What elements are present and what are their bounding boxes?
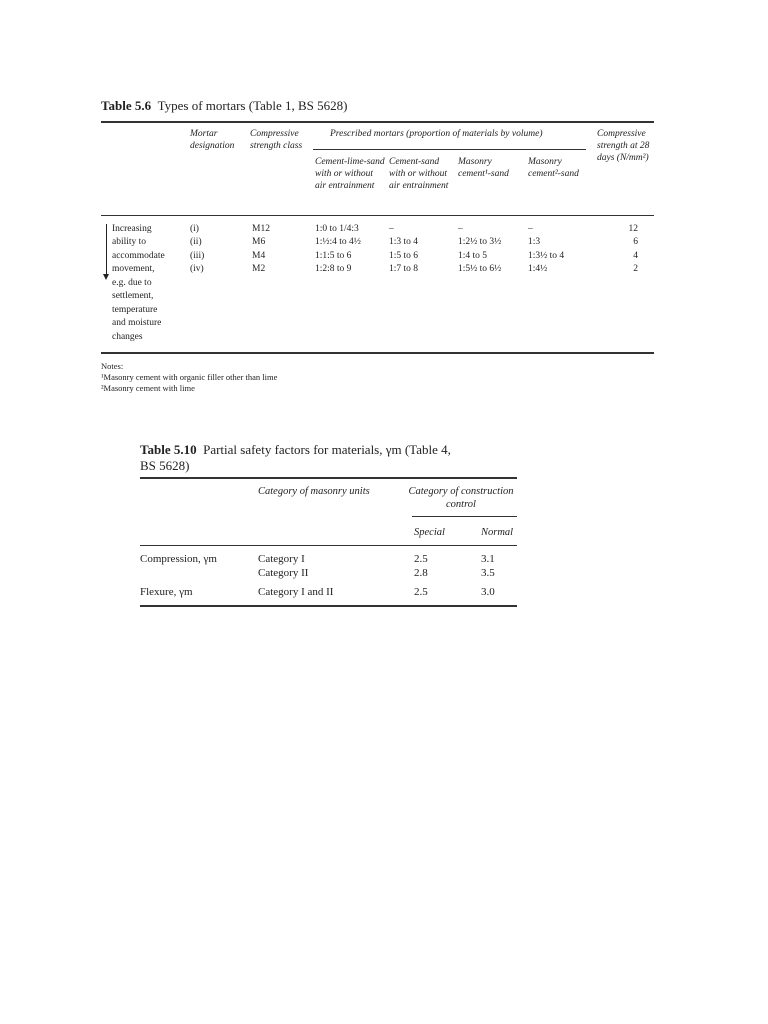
table1-caption-number: Table 5.6 <box>101 98 152 113</box>
side-label-line: Increasing <box>112 224 152 234</box>
table1-col-class <box>252 223 270 277</box>
table-row: – <box>458 224 463 234</box>
table-row: (iii) <box>190 250 205 261</box>
table2-header-category-control: Category of construction control <box>408 486 514 510</box>
side-label-line: e.g. due to <box>112 278 152 288</box>
arrow-head-icon <box>103 274 109 280</box>
table2-cell-special: 2.8 <box>414 567 428 579</box>
table-row: 6 <box>633 237 638 248</box>
table2-caption-number: Table 5.10 <box>140 442 197 457</box>
table1-col-strength <box>596 223 638 277</box>
table2-header-rule <box>140 545 517 546</box>
table-row: (iv) <box>190 264 204 275</box>
down-arrow-icon <box>106 224 107 276</box>
table2-header-special: Special <box>414 527 445 538</box>
table1-subheader-cement-lime-sand: Cement-lime-sand with or without air entrainment <box>315 157 385 191</box>
side-label-line: temperature <box>112 304 158 315</box>
table-row: 1:½:4 to 4½ <box>315 237 361 248</box>
side-label-line: and moisture <box>112 318 162 329</box>
table2-cell-normal: 3.0 <box>481 586 495 598</box>
table1-col-designation <box>190 223 204 277</box>
table-row: 1:5½ to 6½ <box>458 264 502 275</box>
side-label-line: ability to <box>112 237 147 248</box>
table-row: 1:3 to 4 <box>389 237 419 248</box>
table2-header-category-units: Category of masonry units <box>258 486 370 497</box>
table1-col-cement-lime-sand <box>315 223 361 277</box>
table-row: 2 <box>633 264 638 275</box>
table-row: M6 <box>252 237 266 248</box>
table-row: 12 <box>628 224 638 234</box>
table-row: 1:7 to 8 <box>389 264 419 275</box>
note-item: ¹Masonry cement with organic filler other than lime <box>101 372 278 382</box>
table-row: 1:4 to 5 <box>458 250 488 261</box>
table2-cell-normal: 3.5 <box>481 567 495 579</box>
table2-caption <box>140 442 451 474</box>
table-row: 1:4½ <box>528 264 548 275</box>
table2-top-rule <box>140 477 517 479</box>
table-row: 1:0 to 1/4:3 <box>315 224 359 234</box>
table-row: M4 <box>252 250 266 261</box>
table2-cell-category: Category I and II <box>258 586 334 598</box>
table2-row-label: Flexure, γm <box>140 586 193 598</box>
side-label-line: settlement, <box>112 291 154 302</box>
table-row: M12 <box>252 224 270 234</box>
table1-side-label-continued <box>112 277 161 344</box>
table2-cell-special: 2.5 <box>414 586 428 598</box>
side-label-line: movement, <box>112 264 155 275</box>
table1-header-strength-class: Compressive strength class <box>250 129 303 151</box>
table2-control-rule <box>412 516 517 517</box>
table2-cell-special: 2.5 <box>414 553 428 565</box>
table-row: 1:2:8 to 9 <box>315 264 352 275</box>
table-row: M2 <box>252 264 266 275</box>
side-label-line: changes <box>112 331 143 342</box>
table-row: 1:5 to 6 <box>389 250 419 261</box>
table2-caption-line1: Partial safety factors for materials, γm (Table 4, <box>203 442 451 457</box>
table-row: 1:1:5 to 6 <box>315 250 352 261</box>
table1-header-designation: Mortar designation <box>190 129 235 151</box>
table1-top-rule <box>101 121 654 123</box>
table1-col-cement-sand <box>389 223 418 277</box>
table2-header-normal: Normal <box>481 527 514 538</box>
table1-subheader-masonry-cement1-sand: Masonry cement¹-sand <box>458 157 509 179</box>
table-row: (ii) <box>190 237 202 248</box>
table-row: 4 <box>633 250 638 261</box>
table1-header-prescribed: Prescribed mortars (proportion of materials by volume) <box>330 129 543 139</box>
table2-cell-normal: 3.1 <box>481 553 495 565</box>
table1-subheader-cement-sand: Cement-sand with or without air entrainment <box>389 157 449 191</box>
table1-col-masonry-cement1 <box>458 223 501 277</box>
table1-notes <box>101 361 277 394</box>
table1-caption-text: Types of mortars (Table 1, BS 5628) <box>157 98 348 113</box>
table1-caption <box>101 98 348 114</box>
notes-title: Notes: <box>101 361 124 371</box>
table2-caption-line2: BS 5628) <box>140 458 190 473</box>
note-item: ²Masonry cement with lime <box>101 383 195 393</box>
table-row: – <box>389 224 394 234</box>
table1-header-rule <box>101 215 654 216</box>
table2-cell-category: Category I <box>258 553 305 565</box>
table1-prescribed-rule <box>313 149 586 150</box>
table-row: – <box>528 224 533 234</box>
table1-subheader-masonry-cement2-sand: Masonry cement²-sand <box>528 157 579 179</box>
table1-side-label <box>112 223 165 277</box>
table1-header-compressive-28: Compressive strength at 28 days (N/mm²) <box>597 129 650 163</box>
table1-col-masonry-cement2 <box>528 223 564 277</box>
table2-bottom-rule <box>140 605 517 607</box>
table2-cell-category: Category II <box>258 567 309 579</box>
table-row: 1:3 <box>528 237 541 248</box>
table-row: (i) <box>190 224 199 234</box>
table-row: 1:2½ to 3½ <box>458 237 502 248</box>
table-row: 1:3½ to 4 <box>528 250 565 261</box>
table1-bottom-rule <box>101 352 654 354</box>
table2-row-label: Compression, γm <box>140 553 217 565</box>
side-label-line: accommodate <box>112 250 165 261</box>
